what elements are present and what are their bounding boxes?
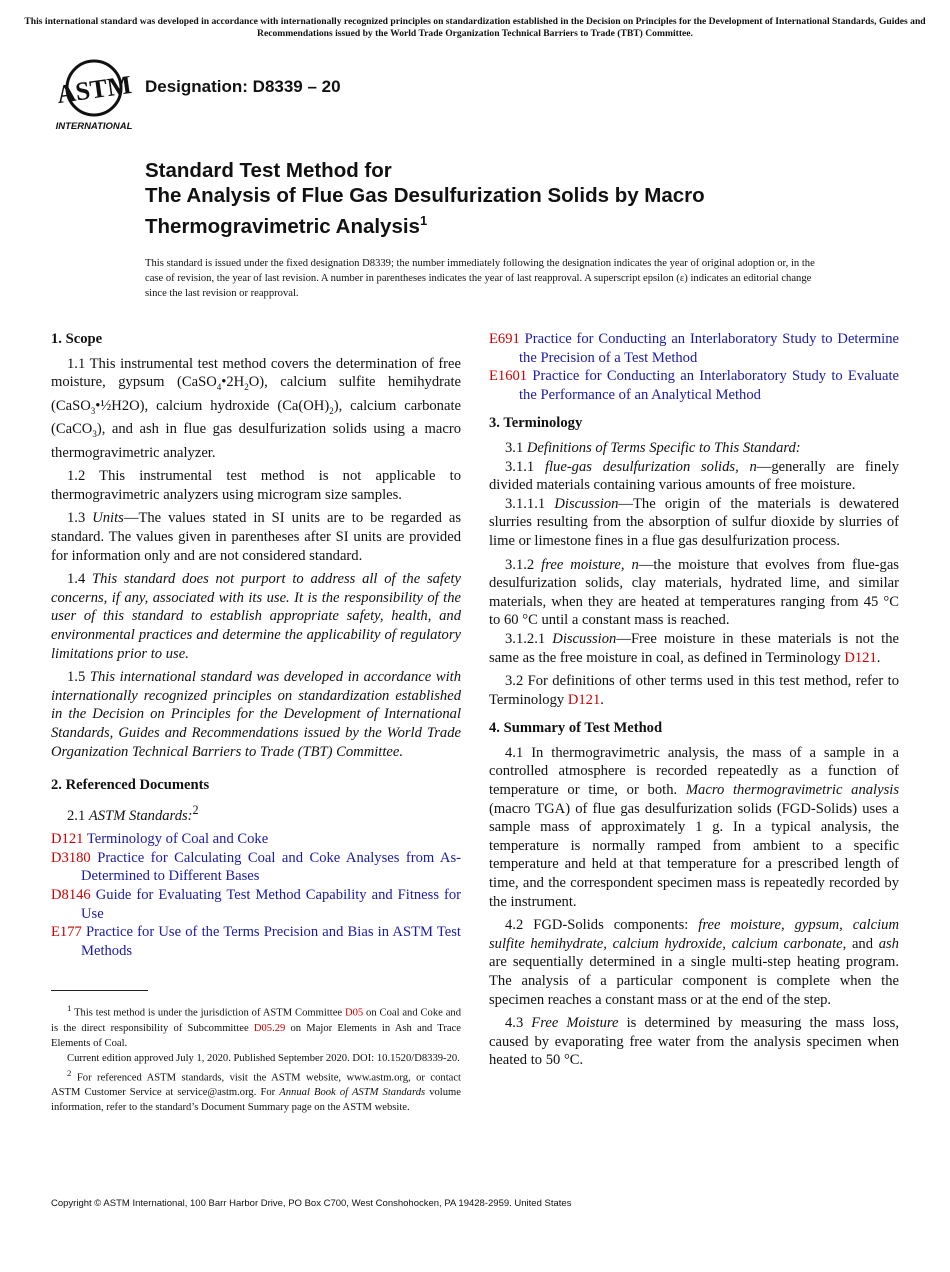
banner-notice: This international standard was developed in accordance with internationally recognized principles on standardization established in the Decision on Principles for the Development of International Standards, Guides and Recommendations issued by the World Trade Organization Technical Barriers to Trade (TBT) Committee. [24, 16, 926, 39]
footnote-link-d05-29[interactable]: D05.29 [253, 1022, 286, 1034]
document-title [145, 158, 905, 239]
para-3-2: 3.2 For definitions of other terms used in this test method, refer to Terminology D121. [489, 673, 899, 708]
svg-text:ASTM: ASTM [54, 69, 134, 110]
reference-d3180[interactable]: D3180 Practice for Calculating Coal and Coke Analyses from As-Determined to Different Bases [51, 849, 461, 885]
para-3-1-1-1: 3.1.1.1 Discussion—The origin of the materials is dewatered slurries resulting from the absorption of sulfur dioxide by slurries of lime or limestone fines in a flue gas desulfurization process. [489, 495, 900, 549]
para-4-3: 4.3 Free Moisture is determined by measuring the mass loss, caused by evaporating free water from the analysis specimen when heated to 50 °C. [489, 1015, 899, 1069]
footnote-rule [51, 990, 148, 991]
footnotes [51, 1001, 461, 1115]
para-1-3: 1.3 Units—The values stated in SI units are to be regarded as standard. The values given in parentheses after SI units are provided for information only and are not considered standard. [51, 510, 461, 564]
issued-note: This standard is issued under the fixed designation D8339; the number immediately following the designation indicates the year of original adoption or, in the case of revision, the year of last revision. A number in parentheses indicates the year of last reapproval. A superscript epsilon (ε) indicates an editorial change since the last revision or reapproval. [145, 258, 815, 299]
para-1-1: 1.1 This instrumental test method covers the determination of free moisture, gypsum $(CaSO_4•2H_2O)$, calcium sulfite hemihydrate (CaSO$_3$•½H2O), calcium hydroxide $(Ca(OH)_2)$, calcium carbonate (CaCO$_3$), and ash in flue gas desulfurization solids using a macro thermogravimetric analyzer. [51, 355, 461, 461]
para-3-1-1: 3.1.1 flue-gas desulfurization solids, n—generally are finely divided materials containing various amounts of free moisture. [489, 458, 899, 494]
title-line-1: Standard Test Method for [145, 159, 392, 182]
footnote-2: $^2$ For referenced ASTM standards, visit the ASTM website, www.astm.org, or contact ASTM Customer Service at service@astm.org. For Annual Book of ASTM Standards volume information, refer to the standard’s Document Summary page on the ASTM website. [51, 1067, 461, 1114]
para-3-1: 3.1 Definitions of Terms Specific to This Standard: [505, 439, 801, 456]
title-line-3: Thermogravimetric Analysis [145, 214, 420, 238]
para-3-1-2: 3.1.2 free moisture, n—the moisture that evolves from flue-gas desulfurization solids, clay materials, hydrated lime, and similar materials, when they are heated at temperatures ranging from 45 °C to 60 °C until a constant mass is reached. [489, 556, 899, 629]
reference-d8146[interactable]: D8146 Guide for Evaluating Test Method Capability and Fitness for Use [51, 887, 462, 922]
summary-heading: 4. Summary of Test Method [489, 720, 663, 737]
astm-logo [52, 58, 136, 132]
para-1-4: 1.4 This standard does not purport to address all of the safety concerns, if any, associated with its use. It is the responsibility of the user of this standard to establish appropriate safety, health, and environmental practices and determine the applicability of regulatory limitations prior to use. [51, 571, 461, 662]
reference-d121[interactable]: D121 Terminology of Coal and Coke [51, 831, 269, 848]
para-4-1: 4.1 In thermogravimetric analysis, the mass of a sample in a controlled atmosphere is recorded repeatedly as a function of temperature or time, or both. Macro thermogravimetric analysis (macro TGA) of flue gas desulfurization solids (FGD-Solids) uses a sample mass of approximately 1 g. In a typical analysis, the temperature is normally ramped from ambient to a specific temperature and held at that temperature for a prescribed length of time, and the correspondent specimen mass is repeatedly recorded by the instrument. [489, 744, 900, 910]
logo-wordmark: INTERNATIONAL [55, 121, 133, 132]
copyright: Copyright © ASTM International, 100 Barr Harbor Drive, PO Box C700, West Conshohocken, PA 19428-2959. United States [51, 1198, 572, 1209]
terminology-heading: 3. Terminology [489, 415, 583, 432]
scope-heading: 1. Scope [51, 331, 103, 347]
reference-e1601[interactable]: E1601 Practice for Conducting an Interlaboratory Study to Evaluate the Performance of an Analytical Method [489, 368, 899, 403]
designation: Designation: D8339 – 20 [145, 77, 341, 96]
link-d121[interactable]: D121 [844, 649, 877, 666]
reference-e691[interactable]: E691 Practice for Conducting an Interlaboratory Study to Determine the Precision of a Test Method [489, 331, 900, 366]
footnote-edition: Current edition approved July 1, 2020. Published September 2020. DOI: 10.1520/D8339-20. [67, 1052, 460, 1064]
para-1-2: 1.2 This instrumental test method is not applicable to thermogravimetric analyzers using microgram size samples. [51, 468, 461, 503]
title-line-2: The Analysis of Flue Gas Desulfurization Solids by Macro [145, 184, 705, 207]
footnote-link-d05[interactable]: D05 [344, 1007, 364, 1019]
para-3-1-2-1: 3.1.2.1 Discussion—Free moisture in these materials is not the same as the free moisture in coal, as defined in Terminology D121. [489, 630, 899, 666]
footnote-1: $^1$ This test method is under the jurisdiction of ASTM Committee D05 on Coal and Coke and is the direct responsibility of Subcommittee D05.29 on Major Elements in Ash and Trace Elements of Coal. [51, 1003, 461, 1049]
left-column [51, 330, 461, 960]
title-footnote-mark: 1 [419, 213, 428, 228]
reference-e177[interactable]: E177 Practice for Use of the Terms Precision and Bias in ASTM Test Methods [51, 924, 461, 959]
para-4-2: 4.2 FGD-Solids components: free moisture, gypsum, calcium sulfite hemihydrate, calcium hydroxide, calcium carbonate, and ash are sequentially determined in a single multi-step heating program. The analysis of a particular component is complete when the specimen reaches a constant mass or at the end of the step. [489, 917, 899, 1008]
para-1-5: 1.5 This international standard was developed in accordance with internationally recognized principles on standardization established in the Decision on Principles for the Development of International Standards, Guides and Recommendations issued by the World Trade Organization Technical Barriers to Trade (TBT) Committee. [51, 669, 462, 760]
referenced-documents-heading: 2. Referenced Documents [51, 777, 210, 794]
para-2-1: 2.1 ASTM Standards:$^2$ [67, 802, 199, 824]
link-d121-2[interactable]: D121 [567, 691, 601, 708]
right-column [489, 330, 899, 1075]
